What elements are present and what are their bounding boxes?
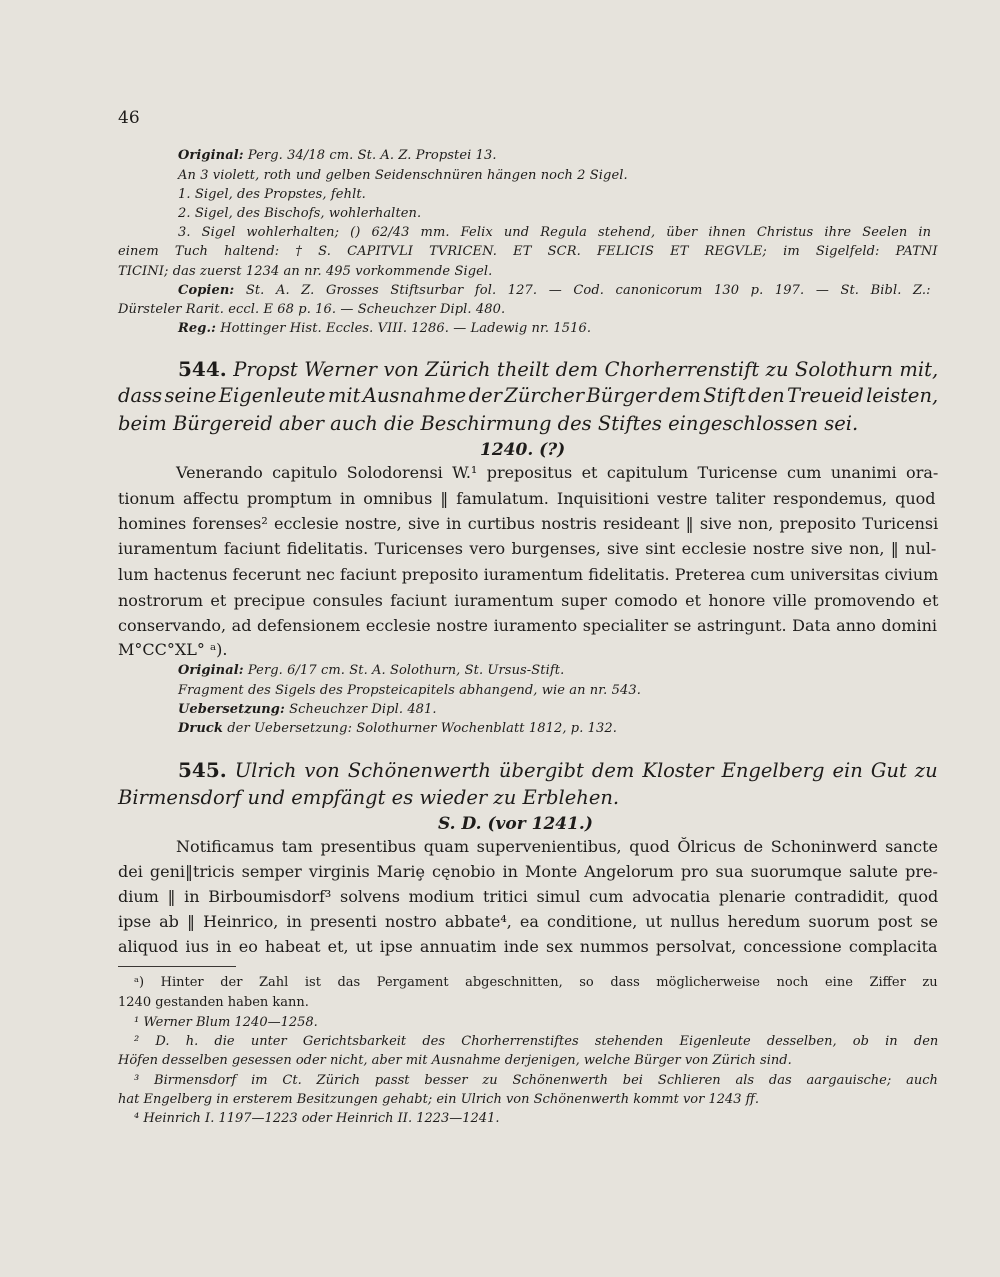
source-text: Perg. 6/17 cm. St. A. Solothurn, St. Ursus-Stift. xyxy=(243,663,565,678)
source-text: Dürsteler Rarit. eccl. E 68 p. 16. — Scheuchzer Dipl. 480. xyxy=(118,302,506,317)
regest-title-line xyxy=(178,357,938,381)
source-line xyxy=(178,721,617,736)
source-label: Uebersetzung: xyxy=(178,702,285,717)
source-line xyxy=(178,321,591,336)
source-text: Scheuchzer Dipl. 481. xyxy=(284,702,437,717)
source-line xyxy=(178,663,564,678)
charter-text-line: dei geni‖tricis semper virginis Mariȩ cęnobio in Monte Angelorum pro sua suorumque salute pre- xyxy=(118,862,938,881)
footnote-rule xyxy=(118,966,236,967)
source-line xyxy=(178,187,366,202)
footnote-line: hat Engelberg in ersterem Besitzungen gehabt; ein Ulrich von Schönenwerth kommt vor 1243 ff. xyxy=(118,1092,760,1107)
page-number: 46 xyxy=(118,108,140,128)
source-text: 2. Sigel, des Bischofs, wohlerhalten. xyxy=(178,206,422,221)
charter-text-line: ipse ab ‖ Heinrico, in presenti nostro abbate⁴, ea conditione, ut nullus heredum suorum post se xyxy=(118,912,939,931)
regest-text: Propst Werner von Zürich theilt dem Chorherrenstift zu Solothurn mit, xyxy=(226,358,939,381)
charter-text-line: dium ‖ in Birboumisdorf³ solvens modium tritici simul cum advocatia plenarie contradidit, quod xyxy=(118,887,939,906)
source-line xyxy=(118,244,938,259)
source-line xyxy=(118,264,492,279)
charter-text-line: aliquod ius in eo habeat et, ut ipse annuatim inde sex nummos persolvat, concessione complacita xyxy=(118,937,938,956)
source-line xyxy=(178,206,421,221)
charter-text-line: Notificamus tam presentibus quam supervenientibus, quod Ŏlricus de Schoninwerd sancte xyxy=(176,837,938,856)
source-label: Copien: xyxy=(178,283,235,298)
source-label: Reg.: xyxy=(178,321,216,336)
footnote-line: 1240 gestanden haben kann. xyxy=(118,995,309,1010)
source-line xyxy=(178,702,437,717)
footnote-line: ² D. h. die unter Gerichtsbarkeit des Chorherrenstiftes stehenden Eigenleute desselben, ob in den xyxy=(134,1034,939,1049)
charter-text-line: tionum affectu promptum in omnibus ‖ famulatum. Inquisitioni vestre taliter respondemus, quod xyxy=(118,489,936,508)
regest-text: Birmensdorf und empfängt es wieder zu Erblehen. xyxy=(118,786,620,809)
charter-text-line: nostrorum et precipue consules faciunt iuramentum super comodo et honore ville promovendo et xyxy=(118,591,939,610)
document-number: 545. xyxy=(178,758,227,782)
source-line xyxy=(178,148,497,163)
regest-title-line xyxy=(178,758,938,782)
charter-text-line: iuramentum faciunt fidelitatis. Turicenses vero burgenses, sive sint ecclesie nostre sive non, ‖ nul- xyxy=(118,539,937,558)
source-label: Original: xyxy=(178,148,244,163)
footnote-line: ³ Birmensdorf im Ct. Zürich passt besser zu Schönenwerth bei Schlieren als das aargauische; auch xyxy=(134,1073,938,1088)
document-date: S. D. (vor 1241.) xyxy=(438,814,593,834)
source-line xyxy=(178,168,628,183)
footnote-line: ⁴ Heinrich I. 1197—1223 oder Heinrich II. 1223—1241. xyxy=(134,1111,500,1126)
charter-text-line: conservando, ad defensionem ecclesie nostre iuramento specialiter se astringunt. Data anno domini xyxy=(118,616,938,635)
source-text: Perg. 34/18 cm. St. A. Z. Propstei 13. xyxy=(243,148,497,163)
regest-text: Ulrich von Schönenwerth übergibt dem Kloster Engelberg ein Gut zu xyxy=(226,759,938,782)
charter-text-line: M°CC°XL° ᵃ). xyxy=(118,640,228,659)
footnote-line: ¹ Werner Blum 1240—1258. xyxy=(134,1015,318,1030)
source-text: der Uebersetzung: Solothurner Wochenblatt 1812, p. 132. xyxy=(223,721,618,736)
source-line xyxy=(118,302,505,317)
source-label: Druck xyxy=(178,721,223,736)
source-text: 3. Sigel wohlerhalten; () 62/43 mm. Felix und Regula stehend, über ihnen Christus ihre Seelen in xyxy=(178,225,932,240)
regest-title-line xyxy=(118,786,619,809)
regest-title-line xyxy=(118,412,858,435)
regest-title-line xyxy=(118,384,938,407)
source-text: TICINI; das zuerst 1234 an nr. 495 vorkommende Sigel. xyxy=(118,264,493,279)
source-line xyxy=(178,683,641,698)
document-number: 544. xyxy=(178,357,227,381)
regest-text: beim Bürgereid aber auch die Beschirmung des Stiftes eingeschlossen sei. xyxy=(118,412,859,435)
source-text: einem Tuch haltend: † S. CAPITVLI TVRICEN. ET SCR. FELICIS ET REGVLE; im Sigelfeld: PATNI xyxy=(118,244,938,259)
source-text: 1. Sigel, des Propstes, fehlt. xyxy=(178,187,366,202)
source-text: St. A. Z. Grosses Stiftsurbar fol. 127. — Cod. canonicorum 130 p. 197. — St. Bibl. Z.: xyxy=(234,283,931,298)
footnote-line: ᵃ) Hinter der Zahl ist das Pergament abgeschnitten, so dass möglicherweise noch eine Ziffer zu xyxy=(134,975,938,990)
charter-text-line: lum hactenus fecerunt nec faciunt preposito iuramentum fidelitatis. Preterea cum universitas civium xyxy=(118,565,939,584)
source-line xyxy=(178,225,931,240)
charter-text-line: Venerando capitulo Solodorensi W.¹ prepositus et capitulum Turicense cum unanimi ora- xyxy=(176,463,939,482)
source-text: Fragment des Sigels des Propsteicapitels abhangend, wie an nr. 543. xyxy=(178,683,641,698)
document-date: 1240. (?) xyxy=(480,440,566,460)
source-text: Hottinger Hist. Eccles. VIII. 1286. — Ladewig nr. 1516. xyxy=(216,321,592,336)
source-text: An 3 violett, roth und gelben Seidenschnüren hängen noch 2 Sigel. xyxy=(178,168,628,183)
footnote-line: Höfen desselben gesessen oder nicht, aber mit Ausnahme derjenigen, welche Bürger von Zürich sind. xyxy=(118,1053,792,1068)
regest-text: dass seine Eigenleute mit Ausnahme der Zürcher Bürger dem Stift den Treueid leisten, xyxy=(118,384,939,407)
charter-text-line: homines forenses² ecclesie nostre, sive in curtibus nostris resideant ‖ sive non, preposito Turicensi xyxy=(118,514,939,533)
source-label: Original: xyxy=(178,663,244,678)
source-line xyxy=(178,283,931,298)
